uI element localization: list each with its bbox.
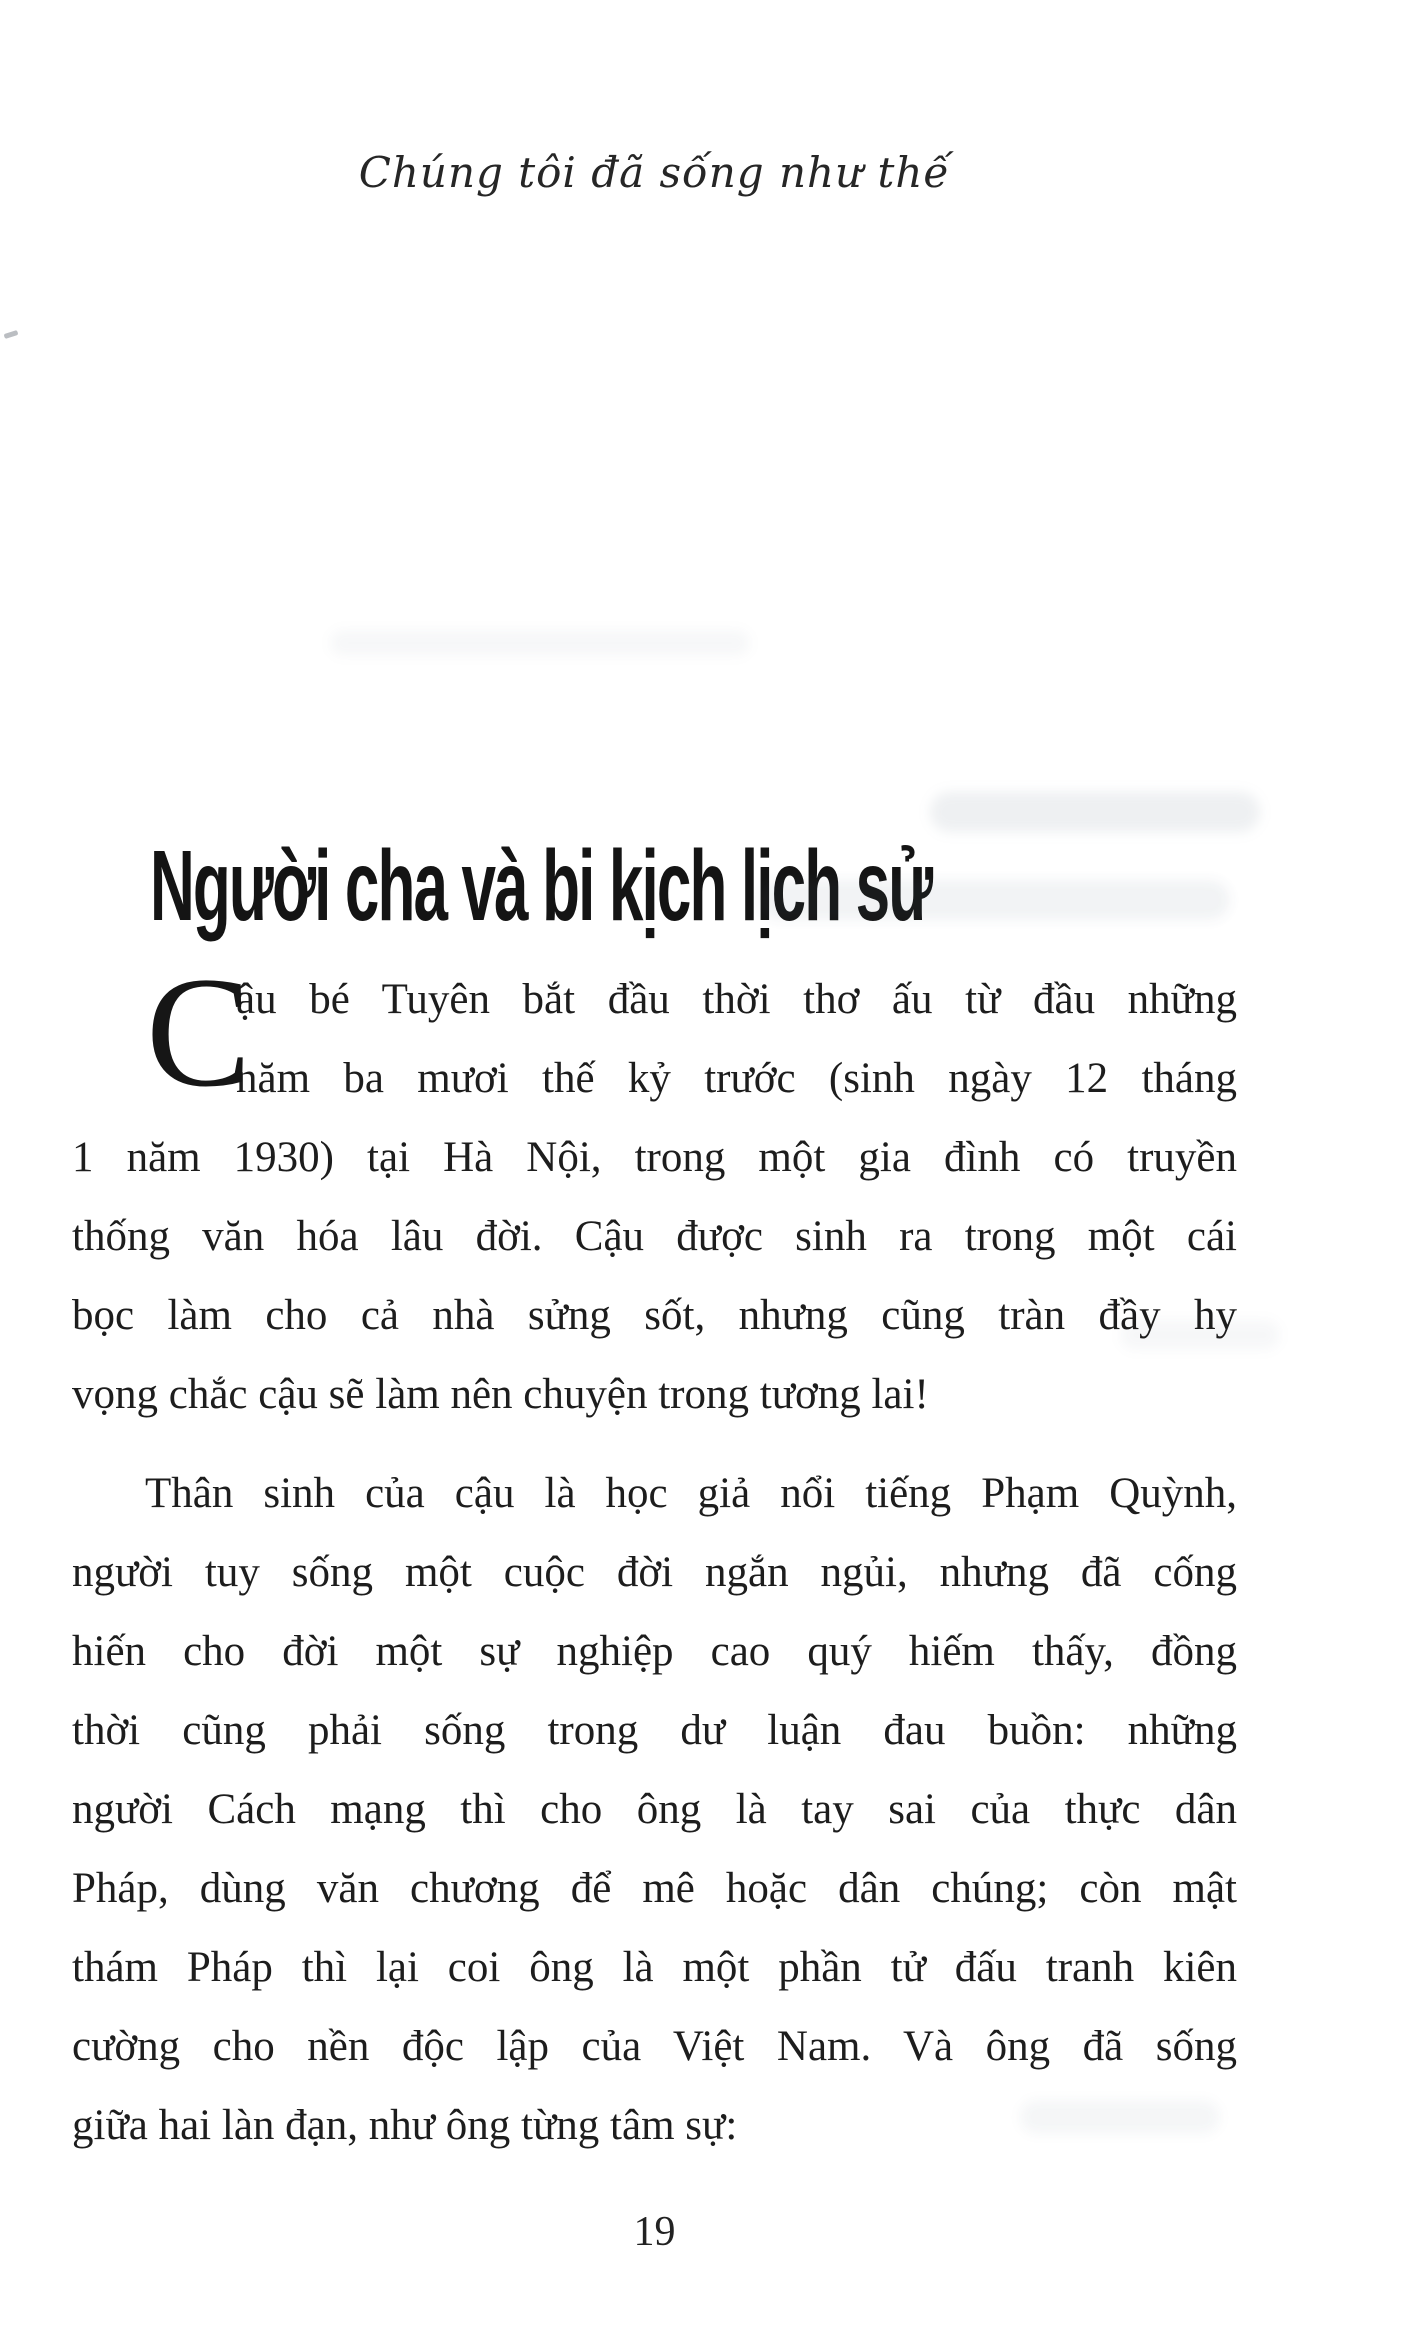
body-line: năm ba mươi thế kỷ trước (sinh ngày 12 tháng (236, 1055, 1237, 1102)
body-line: Pháp, dùng văn chương để mê hoặc dân chúng; còn mật (72, 1865, 1237, 1912)
body-line: thám Pháp thì lại coi ông là một phần tử đấu tranh kiên (72, 1944, 1237, 1991)
body-line: người Cách mạng thì cho ông là tay sai của thực dân (72, 1786, 1237, 1833)
chapter-title: Người cha và bi kịch lịch sử (150, 830, 932, 942)
body-line: Thân sinh của cậu là học giả nổi tiếng Phạm Quỳnh, (145, 1470, 1237, 1517)
body-line: bọc làm cho cả nhà sửng sốt, nhưng cũng tràn đầy hy (72, 1292, 1237, 1339)
body-line: người tuy sống một cuộc đời ngắn ngủi, nhưng đã cống (72, 1549, 1237, 1596)
body-line: thời cũng phải sống trong dư luận đau buồn: những (72, 1707, 1237, 1754)
scan-speck (4, 330, 19, 339)
paragraph (72, 1454, 1237, 2165)
paragraph (72, 945, 1237, 1434)
body-line: vọng chắc cậu sẽ làm nên chuyện trong tương lai! (72, 1371, 929, 1418)
page-number: 19 (633, 2209, 676, 2255)
body-line: 1 năm 1930) tại Hà Nội, trong một gia đình có truyền (72, 1134, 1237, 1181)
drop-cap: C (146, 945, 252, 1120)
body-line: thống văn hóa lâu đời. Cậu được sinh ra trong một cái (72, 1213, 1237, 1260)
running-header: Chúng tôi đã sống như thế (358, 148, 951, 197)
body-line: cường cho nền độc lập của Việt Nam. Và ông đã sống (72, 2023, 1237, 2070)
show-through-artifact (930, 792, 1260, 832)
show-through-artifact (330, 630, 750, 656)
body-line: giữa hai làn đạn, như ông từng tâm sự: (72, 2102, 738, 2149)
body-line: hiến cho đời một sự nghiệp cao quý hiếm thấy, đồng (72, 1628, 1237, 1675)
body-text (72, 945, 1237, 2165)
body-line: ậu bé Tuyên bắt đầu thời thơ ấu từ đầu những (236, 976, 1237, 1023)
